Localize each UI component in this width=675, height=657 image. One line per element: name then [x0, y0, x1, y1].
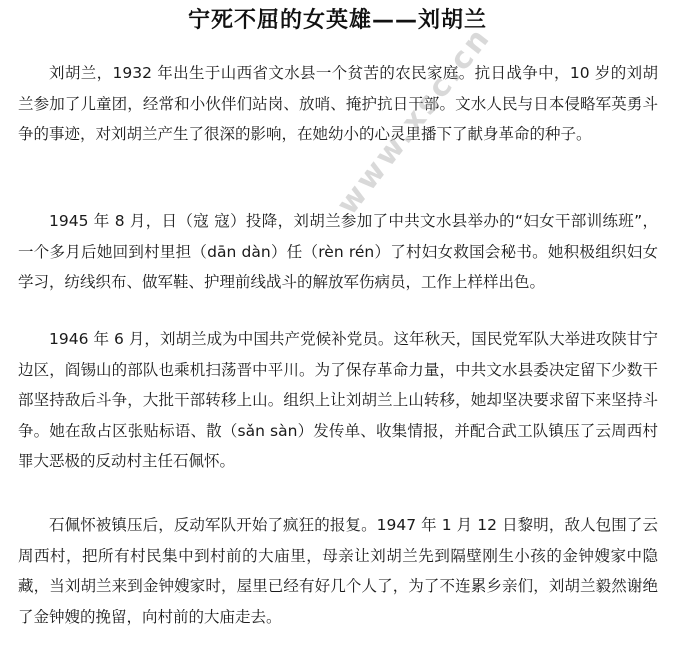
paragraph-4: 石佩怀被镇压后，反动军队开始了疯狂的报复。1947 年 1 月 12 日黎明，敌人包围了云周西村，把所有村民集中到村前的大庙里，母亲让刘胡兰先到隔壁刚生小孩的金钟嫂家中隐藏，当刘胡兰来到金钟嫂家时，屋里已经有好几个人了，为了不连累乡亲们，刘胡兰毅然谢绝了金钟嫂的挽留，向村前的大庙走去。	[18, 516, 658, 626]
paragraph-2: 1945 年 8 月，日（寇 寇）投降，刘胡兰参加了中共文水县举办的“妇女干部训练班”，一个多月后她回到村里担（dān dàn）任（rèn rén）了村妇女救国会秘书。她积极组织妇女学习，纺线织布、做军鞋、护理前线战斗的解放军伤病员，工作上样样出色。	[18, 212, 658, 291]
paragraph-1: 刘胡兰，1932 年出生于山西省文水县一个贫苦的农民家庭。抗日战争中，10 岁的刘胡兰参加了儿童团，经常和小伙伴们站岗、放哨、掩护抗日干部。文水人民与日本侵略军英勇斗争的事迹，对刘胡兰产生了很深的影响，在她幼小的心灵里播下了献身革命的种子。	[18, 64, 658, 143]
page-title: 宁死不屈的女英雄——刘胡兰	[187, 8, 487, 33]
watermark: www.xsc.cn	[330, 20, 499, 222]
paragraph-3: 1946 年 6 月，刘胡兰成为中国共产党候补党员。这年秋天，国民党军队大举进攻陕甘宁边区，阎锡山的部队也乘机扫荡晋中平川。为了保存革命力量，中共文水县委决定留下少数干部坚持敌后斗争，大批干部转移上山。组织上让刘胡兰上山转移，她却坚决要求留下来坚持斗争。她在敌占区张贴标语、散（sǎn sàn）发传单、收集情报，并配合武工队镇压了云周西村罪大恶极的反动村主任石佩怀。	[18, 330, 658, 470]
